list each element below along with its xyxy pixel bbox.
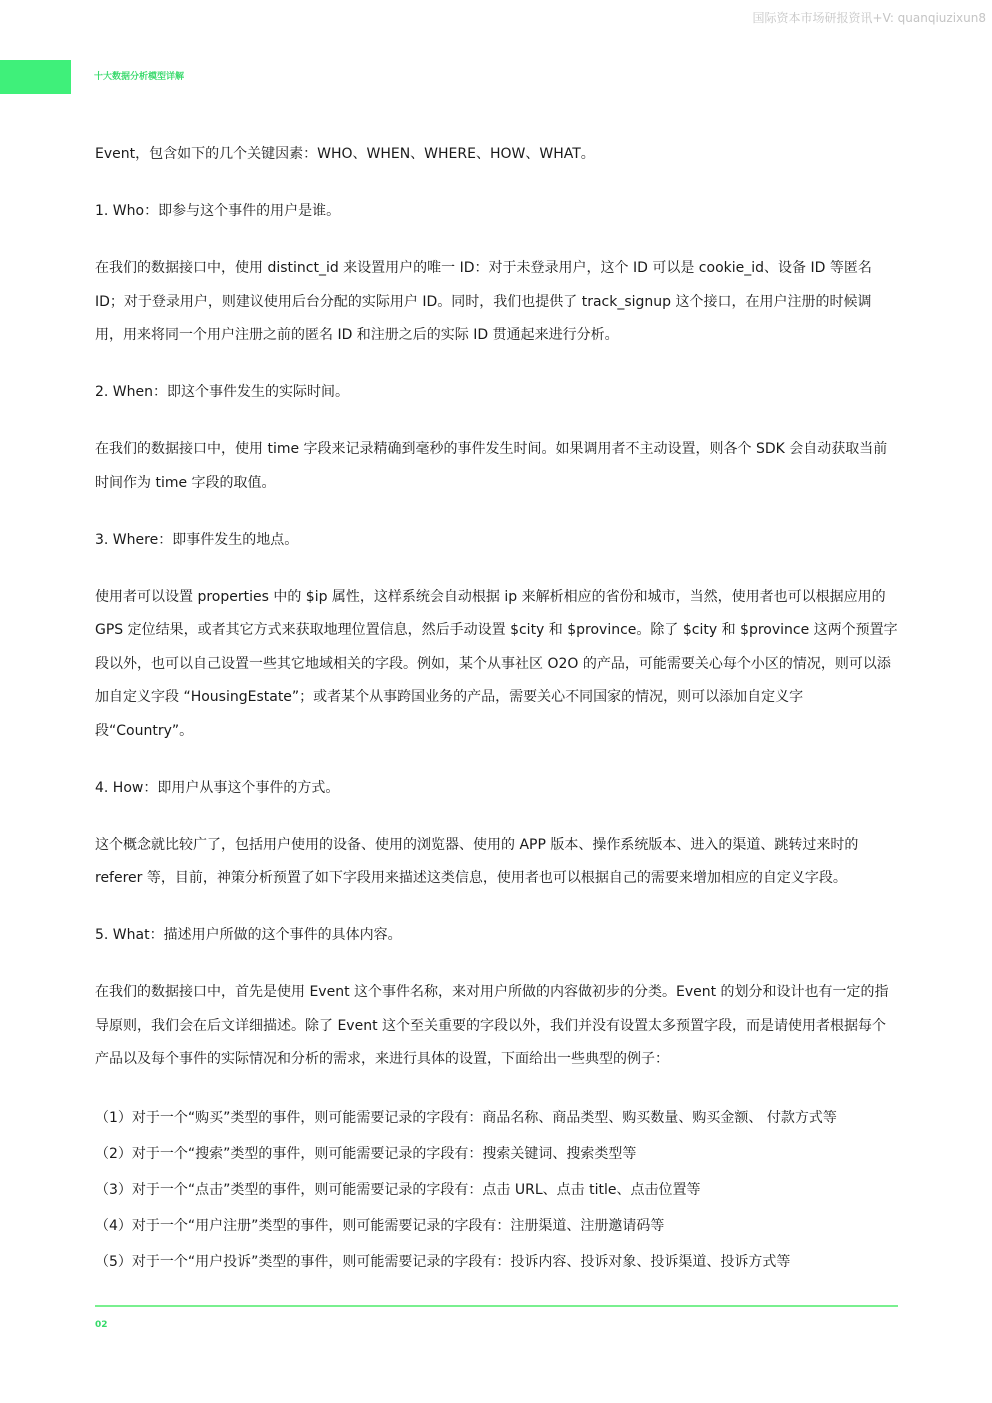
example-list <box>95 1100 899 1280</box>
paragraph-who: 在我们的数据接口中，使用 distinct_id 来设置用户的唯一 ID：对于未登录用户，这个 ID 可以是 cookie_id、设备 ID 等匿名 ID；对于登录用户，则建议使用后台分配的实际用户 ID。同时，我们也提供了 track_signup 这个接口，在用户注册的时候调用，用来将同一个用户注册之前的匿名 ID 和注册之后的实际 ID 贯通起来进行分析。 <box>95 260 872 343</box>
footer-divider <box>95 1305 898 1307</box>
page-number: 02 <box>95 1320 108 1330</box>
paragraph-when: 在我们的数据接口中，使用 time 字段来记录精确到毫秒的事件发生时间。如果调用者不主动设置，则各个 SDK 会自动获取当前时间作为 time 字段的取值。 <box>95 441 888 491</box>
list-item: （1）对于一个“购买”类型的事件，则可能需要记录的字段有：商品名称、商品类型、购买数量、购买金额、 付款方式等 <box>95 1110 837 1126</box>
heading-when: 2. When：即这个事件发生的实际时间。 <box>95 384 350 400</box>
paragraph-what: 在我们的数据接口中，首先是使用 Event 这个事件名称，来对用户所做的内容做初步的分类。Event 的划分和设计也有一定的指导原则，我们会在后文详细描述。除了 Event 这个至关重要的字段以外，我们并没有设置太多预置字段，而是请使用者根据每个产品以及每个事件的实际情况和分析的需求，来进行具体的设置，下面给出一些典型的例子： <box>95 984 889 1067</box>
paragraph-where: 使用者可以设置 properties 中的 $ip 属性，这样系统会自动根据 ip 来解析相应的省份和城市，当然，使用者也可以根据应用的 GPS 定位结果，或者其它方式来获取地理位置信息，然后手动设置 $city 和 $province。除了 $city 和 $province 这两个预置字段以外，也可以自己设置一些其它地域相关的字段。例如，某个从事社区 O2O 的产品，可能需要关心每个小区的情况，则可以添加自定义字段 “HousingEstate”；或者某个从事跨国业务的产品，需要关心不同国家的情况，则可以添加自定义字段“Country”。 <box>95 588 898 739</box>
list-item: （2）对于一个“搜索”类型的事件，则可能需要记录的字段有：搜索关键词、搜索类型等 <box>95 1146 637 1162</box>
paragraph-intro: Event，包含如下的几个关键因素：WHO、WHEN、WHERE、HOW、WHAT。 <box>95 146 595 162</box>
header-accent-tab <box>0 60 71 94</box>
heading-where: 3. Where：即事件发生的地点。 <box>95 531 299 548</box>
heading-who: 1. Who：即参与这个事件的用户是谁。 <box>95 203 341 219</box>
list-item: （3）对于一个“点击”类型的事件，则可能需要记录的字段有：点击 URL、点击 title、点击位置等 <box>95 1182 701 1198</box>
heading-how: 4. How：即用户从事这个事件的方式。 <box>95 779 340 796</box>
paragraph-how: 这个概念就比较广了，包括用户使用的设备、使用的浏览器、使用的 APP 版本、操作系统版本、进入的渠道、跳转过来时的 referer 等，目前，神策分析预置了如下字段用来描述这类信息，使用者也可以根据自己的需要来增加相应的自定义字段。 <box>95 836 859 886</box>
running-header-title: 十大数据分析模型详解 <box>94 72 185 82</box>
heading-what: 5. What：描述用户所做的这个事件的具体内容。 <box>95 927 402 943</box>
body-content <box>95 138 899 1280</box>
list-item: （4）对于一个“用户注册”类型的事件，则可能需要记录的字段有：注册渠道、注册邀请码等 <box>95 1218 665 1234</box>
watermark-text: 国际资本市场研报资讯+V: quanqiuzixun8 <box>752 11 986 25</box>
list-item: （5）对于一个“用户投诉”类型的事件，则可能需要记录的字段有：投诉内容、投诉对象、投诉渠道、投诉方式等 <box>95 1254 791 1270</box>
